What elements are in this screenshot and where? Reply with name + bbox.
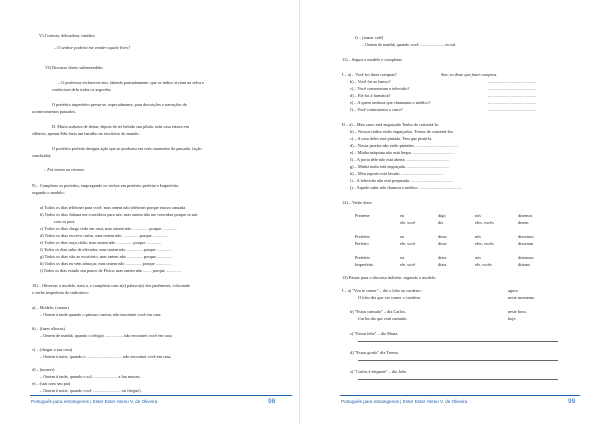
text-line: a) Todos os dias telefonei para você, mas ontem não telefonei porque estava cansada.	[40, 205, 187, 210]
text-line: hoje.	[508, 316, 517, 321]
table-cell: dizíamos	[518, 255, 534, 260]
table-cell: disseram	[518, 241, 534, 246]
table-cell: Perfeito	[355, 241, 369, 246]
text-line: 10) – Observar o modelo, item a, e completar com a(s) palavra(s) dos parênteses, colocando	[32, 283, 191, 288]
text-line: d) Todos os dias escrevo cartas, mas ontem não ............... porque ..............	[40, 233, 168, 238]
text-line: a) – Modelo: (cantar)	[32, 305, 69, 310]
text-line: concluída):	[32, 153, 52, 158]
answer: – ..........................................	[488, 79, 537, 84]
text-line: neste momento.	[508, 295, 536, 300]
table-cell: ele, vocês	[475, 262, 492, 267]
text-line: – Ontem de manhã, quando o relógio ................, não encontrei você em casa.	[40, 333, 173, 338]
table-cell: dizemos	[518, 213, 533, 218]
text-line: – Ontem à tarde, quando o sol ......................, a lua nasceu.	[40, 374, 141, 379]
question: I – a) – Você foi dizer compras?	[342, 72, 397, 77]
table-cell: disse	[438, 241, 447, 246]
text-line: com os pais.	[54, 219, 76, 224]
text-line: j) – Aquele subir não chamou o médico. .......................................	[350, 185, 462, 190]
exercise-title: 11) – Seguir o modelo e completar:	[342, 57, 403, 62]
table-cell: nós	[475, 213, 481, 218]
page-footer: Português para estrangeiros | Ester Ester Abreu V. de Oliveira	[31, 399, 158, 404]
table-cell: eu	[400, 255, 405, 260]
text-line: e) "Carlos é elegante" – diz João.	[350, 369, 408, 374]
text-line: c) – (chegar a sua casa)	[32, 347, 73, 352]
text-line: i) – A televisão não está preparada. .......................................	[350, 178, 453, 183]
table-cell: Presente	[355, 213, 370, 218]
text-line: g) Todos os dias vão ao escritório, mas ontem não ............... porque ..............	[40, 254, 173, 259]
text-line: b) "Estou cansado" – diz Carlos.	[350, 309, 406, 314]
table-cell: eu	[400, 234, 405, 239]
text-line: g) – Minha mala está enguiçada. .......................................	[350, 164, 449, 169]
text-line: h) – Meu esporte está lavado. .......................................	[350, 171, 444, 176]
table-cell: dizem	[518, 220, 529, 225]
question: c) – Você consertaram a televisão?	[350, 86, 410, 91]
table-cell: eles, vocês	[475, 241, 494, 246]
answer: Sim, eu disse que fazer compras.	[441, 72, 498, 77]
text-line: b) – Nossos rádios estão enguiçados. Temos de consertá-los.	[350, 129, 454, 134]
table-cell: diz	[438, 220, 444, 225]
text-line: e) – Minha máquina não está limpa. .......................................	[350, 150, 455, 155]
question: e) – A quem senhora que chamaram o médico?	[350, 100, 431, 105]
text-line: – Ontem de manhã, quando você ......................, eu saí.	[362, 42, 457, 47]
answer-line[interactable]	[358, 360, 558, 361]
footer-rule	[340, 395, 580, 396]
text-line: c) Todos os dias chego cedo em casa, mas ontem não ............... porque ..............	[40, 226, 178, 231]
answer: – ..........................................	[488, 100, 537, 105]
text-line: – O professor esclareceu-nos, falando pausadamente, que os índios viviam na selva e	[58, 80, 205, 85]
text-line: – Ontem à tarde quando o pássaro cantou, não encontrei você em casa.	[40, 312, 162, 317]
table-cell: dissemos	[518, 234, 534, 239]
question: f) – Você consertaram o carro?	[350, 107, 403, 112]
text-line: silêncio; apenas Edu fazia um barulho no escritório do mundo.	[32, 131, 140, 136]
text-line: – Foi ontem ao cinema.	[44, 167, 85, 172]
table-cell: digo	[438, 213, 446, 218]
table-cell: Pretérito	[355, 234, 370, 239]
text-line: f) – A porta dele não está aberta. .......................................	[350, 157, 449, 162]
table-cell: nós	[475, 255, 481, 260]
text-line: h) Todos os dias eu vêm almoçar, mas ontem não ............... porque ..............	[40, 261, 171, 266]
answer: – ..........................................	[488, 107, 537, 112]
text-line: segundo o modelo:	[32, 190, 65, 195]
answer-line[interactable]	[358, 341, 558, 342]
text-line: O pretérito perfeito designa ação que se produziu em certo momento do passado: (ação	[52, 146, 202, 151]
text-line: 9) – Completar os períodos, empregando os verbos em pretérito perfeito e Imperfeito,	[32, 183, 180, 188]
answer: – ..........................................	[488, 93, 537, 98]
table-cell: ele, você	[400, 241, 416, 246]
table-cell: ele, você	[400, 262, 416, 267]
text-line: agora.	[508, 288, 519, 293]
table-cell: eles, vocês	[475, 220, 494, 225]
text-line: b) – (fazer a/horas)	[32, 326, 65, 331]
right-page	[300, 0, 600, 424]
text-line: V) Cortesia, delicadeza, timidez:	[39, 33, 96, 38]
table-cell: dizia	[438, 255, 447, 260]
page-number: 98	[268, 398, 276, 405]
text-line: e) Todos os dias ouço rádio, mas ontem não ............... porque ..............	[40, 240, 162, 245]
text-line: I – a) "Vou te comer" – diz o lobo ao cordeiro.	[342, 288, 422, 293]
answer-line[interactable]	[358, 379, 558, 380]
text-line: f) Todos os dias subo de elevador, mas ontem não ............... porque ..............	[40, 247, 172, 252]
table-cell: Imperfeito	[355, 262, 374, 267]
table-cell: disse	[438, 234, 447, 239]
text-line: i) Todos os dias estudo um pouco de Física, mas ontem não ........ porque ..............	[40, 268, 181, 273]
table-cell: Pretérito	[355, 255, 370, 260]
table-cell: dizia	[438, 262, 447, 267]
table-cell: ele, você	[400, 220, 416, 225]
text-line: II – a) – Meu carro está enguiçado Tenho de consertá-lo.	[342, 122, 440, 127]
text-line: Carlos diz que está cansado.	[358, 316, 408, 321]
text-line: O lobo diz que vai comer o cordeiro.	[358, 295, 422, 300]
question: d) – Ele foi à farmácia?	[350, 93, 391, 98]
text-line: b) Todos os dias Juliana me convidava para sair, mas ontem não me convidou porque ia sair	[40, 212, 198, 217]
table-cell: diziam	[518, 262, 530, 267]
table-cell: eu	[400, 213, 405, 218]
text-line: neste hora.	[508, 309, 527, 314]
text-line: acontecimentos passados.	[32, 109, 77, 114]
exercise-title: 12) – Verbo dizer	[342, 200, 372, 205]
text-line: o verbo imperfeito do indicativo:	[32, 290, 89, 295]
text-line: c) "Estou feliz" – diz Maria.	[350, 331, 399, 336]
page-number: 99	[568, 398, 576, 405]
text-line: c) – A casa deles está pintada. Tem que pintá-la.	[350, 136, 433, 141]
text-line: D. Maria acabava de deitar, depois de ter bebido sua pílula, toda casa estava em	[52, 124, 189, 129]
text-line: – Ontem à noite, quando você .......................... ou chegue).	[40, 388, 142, 393]
footer-rule	[30, 395, 292, 396]
text-line: d) – Nossa janelas não estão pintadas. .......................................	[350, 143, 459, 148]
text-line: f) – (tomar café)	[355, 35, 384, 40]
text-line: – O senhor poderia me vender aquele livro?	[54, 45, 131, 50]
table-cell: nós	[475, 234, 481, 239]
text-line: d) "Estou gordo" diz Teresa,	[350, 350, 399, 355]
page-footer: Português para estrangeiros | Ester Ester Abreu V. de Oliveira	[341, 399, 468, 404]
text-line: O pretérito imperfeito presta-se, especialmente, para descrições e narrações de	[52, 102, 187, 107]
exercise-title: 13) Passar para o discurso indireto, segundo o modelo:	[342, 275, 437, 280]
question: b) – Você foi ao banco?	[350, 79, 391, 84]
answer: – ..........................................	[488, 86, 537, 91]
text-line: – Ontem à noite, quando o ................................, não encontrei você em casa.	[40, 354, 172, 359]
text-line: d) – (morrer)	[32, 367, 55, 372]
text-line: e) – (sair com seu pai)	[32, 381, 71, 386]
text-line: VI) Discurso direto subentendido:	[45, 65, 104, 70]
text-line: conheciam dela todos os segredos.	[52, 87, 112, 92]
